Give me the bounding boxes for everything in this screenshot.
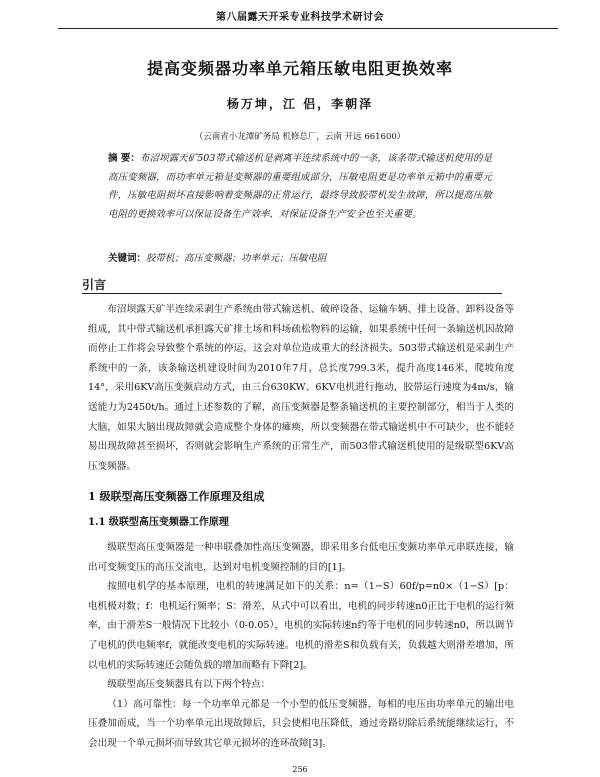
section-heading-intro: 引言	[82, 278, 107, 292]
author-list: 杨万坤，江 侣，李朝泽	[226, 97, 374, 111]
affiliation: （云南省小龙潭矿务局 机修总厂，云南 开远 661600）	[194, 132, 406, 142]
section-1-body	[88, 538, 514, 754]
section-heading-1: 1 级联型高压变频器工作原理及组成	[88, 490, 265, 503]
abstract-text: 布沼坝露天矿503带式输送机是剥离半连续系统中的一条，该条带式输送机使用的是高压变频器，而功率单元箱是变频器的重要组成部分，压敏电阻更是功率单元箱中的重要元件，压敏电阻损坏直接影响着变频器的正常运行，最终导致胶带机发生故障，所以提高压敏电阻的更换效率可以保证设备生产效率，对保证设备生产安全也至关重要。	[108, 153, 492, 220]
running-head: 第八届露天开采专业科技学术研讨会	[216, 12, 384, 23]
subsection-heading-1-1: 1.1 级联型高压变频器工作原理	[88, 517, 229, 528]
keywords-text: 胶带机；高压变频器；功率单元；压敏电阻	[146, 253, 327, 264]
section-rule	[82, 293, 502, 294]
paragraph: 布沼坝露天矿半连续采剥生产系统由带式输送机、破碎设备、运输车辆、排土设备、卸料设备等组成，其中带式输送机承担露天矿排土场和料场疏松物料的运输，如果系统中任何一条输送机因故障而停止工作将会导致整个系统的停运，这会对单位造成重大的经济损失。503带式输送机是采剥生产系统中的一条，该条输送机建设时间为2010年7月，总长度799.3米，提升高度146米，爬坡角度14°，采用6KV高压变频启动方式，由三台630KW、6KV电机进行拖动，胶带运行速度为4m/s，输送能力为2450t/h。通过上述参数的了解，高压变频器是整条输送机的主要控制部分，相当于人类的大脑，如果大脑出现故障就会造成整个身体的瘫痪，所以变频器在带式输送机中不可缺少，也不能轻易出现故障甚至损坏，否则就会影响生产系统的正常生产，而503带式输送机使用的是级联型6KV高压变频器。	[88, 304, 514, 472]
paragraph: 级联型高压变频器是一种串联叠加性高压变频器，即采用多台低电压变频功率单元串联连接，输出可变频变压的高压交流电，达到对电机变频控制的目的[1]。	[88, 542, 514, 573]
keywords	[108, 250, 492, 264]
abstract-label: 摘 要：	[108, 153, 140, 164]
paper-title: 提高变频器功率单元箱压敏电阻更换效率	[146, 59, 453, 78]
paragraph: 级联型高压变频器具有以下两个特点：	[107, 679, 271, 691]
header-rule	[58, 28, 558, 29]
keywords-label: 关键词：	[108, 253, 147, 264]
abstract	[108, 150, 492, 224]
intro-body	[88, 300, 514, 476]
paragraph: 按照电机学的基本原理，电机的转速满足如下的关系：n=（1−S）60f/p=n0×（1−S）[p：电机极对数；f：电机运行频率；S：滑差，从式中可以看出，电机的同步转速n0正比于电机的运行频率，由于滑差S一般情况下比较小（0-0.05），电机的实际转速n约等于电机的同步转速n0，所以调节了电机的供电频率f，就能改变电机的实际转速。电机的滑差S和负载有关，负载越大则滑差增加，所以电机的实际转速还会随负载的增加而略有下降[2]。	[88, 581, 514, 671]
page-number: 256	[292, 765, 308, 774]
paragraph: （1）高可靠性：每一个功率单元都是一个小型的低压变频器，每相的电压由功率单元的输出电压叠加而成，当一个功率单元出现故障后，只会使相电压降低，通过旁路切除后系统能继续运行，不会出现一个单元损坏而导致其它单元损坏的连环故障[3]。	[88, 698, 514, 749]
